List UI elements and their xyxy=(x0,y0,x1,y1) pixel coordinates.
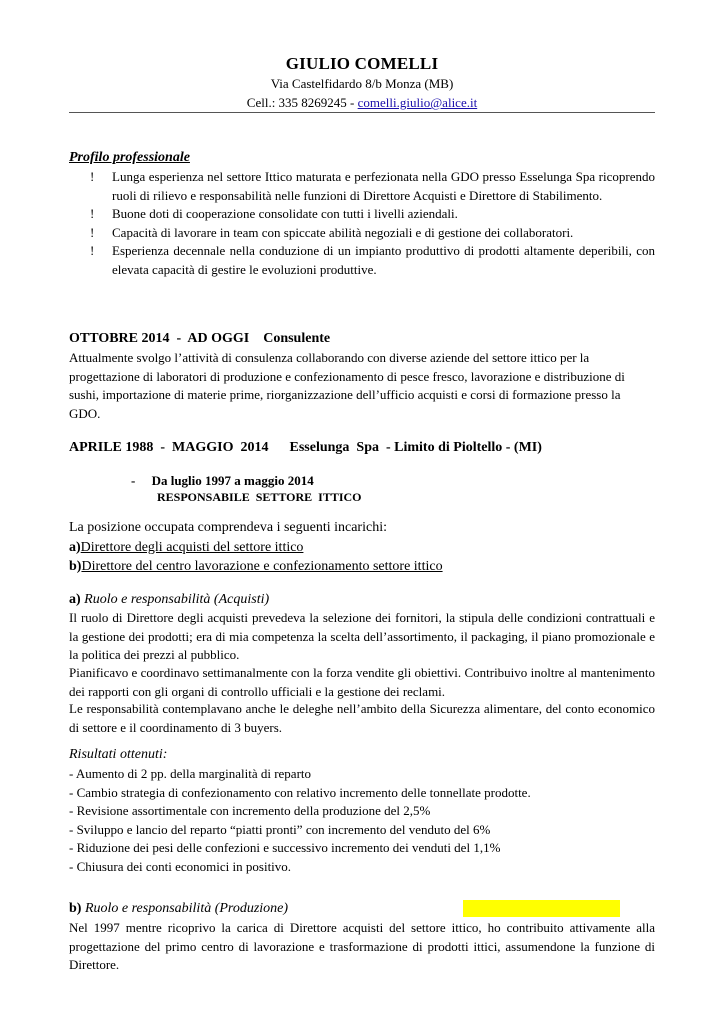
job2-role: RESPONSABILE SETTORE ITTICO xyxy=(157,490,362,504)
duty-a-prefix: a) xyxy=(69,540,81,555)
candidate-address: Via Castelfidardo 8/b Monza (MB) xyxy=(270,76,454,91)
bullet-mark: ! xyxy=(90,206,95,221)
job2-heading: APRILE 1988 - MAGGIO 2014 Esselunga Spa - Limito di Pioltello - (MI) xyxy=(69,440,542,455)
bullet-mark: ! xyxy=(90,169,95,184)
list-item-text: Capacità di lavorare in team con spiccate abilità negoziali e di gestione dei collaboratori. xyxy=(112,224,574,240)
duty-a xyxy=(69,540,303,556)
job1-description: Attualmente svolgo l’attività di consulenza collaborando con diverse aziende del settore ittico per la progettazione di laboratori di produzione e confezionamento di pesce fresco, lavorazione e distribuzione di sushi, importazione di materie prime, riorganizzazione dell’ufficio acquisti e corsi di formazione presso la GDO. xyxy=(69,350,625,421)
duty-b-text: Direttore del centro lavorazione e confezionamento settore ittico xyxy=(81,559,443,574)
duty-b-prefix: b) xyxy=(69,559,82,574)
list-item: - Chiusura dei conti economici in positivo. xyxy=(69,858,292,874)
section-a-paragraph-1: Il ruolo di Direttore degli acquisti prevedeva la selezione dei fornitori, la stipula delle condizioni contrattuali e la gestione dei prodotti; era di mia competenza la scelta dell’assortimento, il packaging, il piano promozionale e la politica dei prezzi al pubblico. xyxy=(69,610,655,662)
list-item-text: Esperienza decennale nella conduzione di un impianto produttivo di prodotti altamente deperibili, con elevata capacità di gestire le evoluzioni produttive. xyxy=(112,243,655,277)
contact-line xyxy=(69,95,655,111)
list-item-text: Buone doti di cooperazione consolidate con tutti i livelli aziendali. xyxy=(112,206,458,221)
section-b-prefix: b) xyxy=(69,901,82,916)
list-item: - Sviluppo e lancio del reparto “piatti pronti” con incremento del venduto del 6% xyxy=(69,821,491,837)
list-item-text: Lunga esperienza nel settore Ittico maturata e perfezionata nella GDO presso Esselunga Spa ricoprendo ruoli di rilievo e responsabilità nelle funzioni di Direttore Acquisti e Direttore di Stabilimento. xyxy=(112,169,655,203)
list-item xyxy=(69,205,655,224)
section-b-paragraph: Nel 1997 mentre ricoprivo la carica di Direttore acquisti del settore ittico, ho contribuito attivamente alla progettazione del primo centro di lavorazione e trasformazione di prodotti ittici, assumendone la funzione di Direttore. xyxy=(69,920,655,972)
profile-title: Profilo professionale xyxy=(69,150,190,165)
bullet-mark: ! xyxy=(90,224,95,240)
section-a-paragraph-3: Le responsabilità contemplavano anche le deleghe nell’ambito della Sicurezza alimentare, del conto economico di settore e il coordinamento di 3 buyers. xyxy=(69,701,655,735)
job2-intro: La posizione occupata comprendeva i seguenti incarichi: xyxy=(69,520,387,535)
results-list xyxy=(69,765,655,876)
section-a-label: Ruolo e responsabilità (Acquisti) xyxy=(80,592,270,607)
section-b-label: Ruolo e responsabilità (Produzione) xyxy=(81,901,289,916)
list-item: - Riduzione dei pesi delle confezioni e successivo incremento dei venduti del 1,1% xyxy=(69,840,501,855)
section-a-paragraph-2: Pianificavo e coordinavo settimanalmente con la forza vendite gli obiettivi. Contribuivo inoltre al mantenimento dei rapporti con gli organi di controllo ufficiali e la gestione dei reclami. xyxy=(69,665,655,699)
section-b-title xyxy=(69,901,288,917)
results-title: Risultati ottenuti: xyxy=(69,747,168,762)
job2-period: - Da luglio 1997 a maggio 2014 xyxy=(131,473,314,488)
phone-number: Cell.: 335 8269245 - xyxy=(246,95,358,110)
duty-b xyxy=(69,559,443,575)
list-item xyxy=(69,224,655,243)
highlight-mark xyxy=(463,900,620,917)
list-item xyxy=(69,242,655,279)
email-link[interactable]: comelli.giulio@alice.it xyxy=(357,95,478,110)
list-item: - Cambio strategia di confezionamento con relativo incremento delle tonnellate prodotte. xyxy=(69,784,531,800)
bullet-mark: ! xyxy=(90,243,95,258)
section-a-title xyxy=(69,592,269,608)
header-divider xyxy=(69,112,655,113)
list-item xyxy=(69,168,655,205)
duty-a-text: Direttore degli acquisti del settore ittico xyxy=(80,540,304,555)
list-item: - Aumento di 2 pp. della marginalità di reparto xyxy=(69,766,312,781)
candidate-name: GIULIO COMELLI xyxy=(285,54,439,73)
profile-list xyxy=(69,168,655,279)
section-a-prefix: a) xyxy=(69,592,81,607)
job1-heading: OTTOBRE 2014 - AD OGGI Consulente xyxy=(69,331,331,346)
list-item: - Revisione assortimentale con incremento della produzione del 2,5% xyxy=(69,803,431,818)
